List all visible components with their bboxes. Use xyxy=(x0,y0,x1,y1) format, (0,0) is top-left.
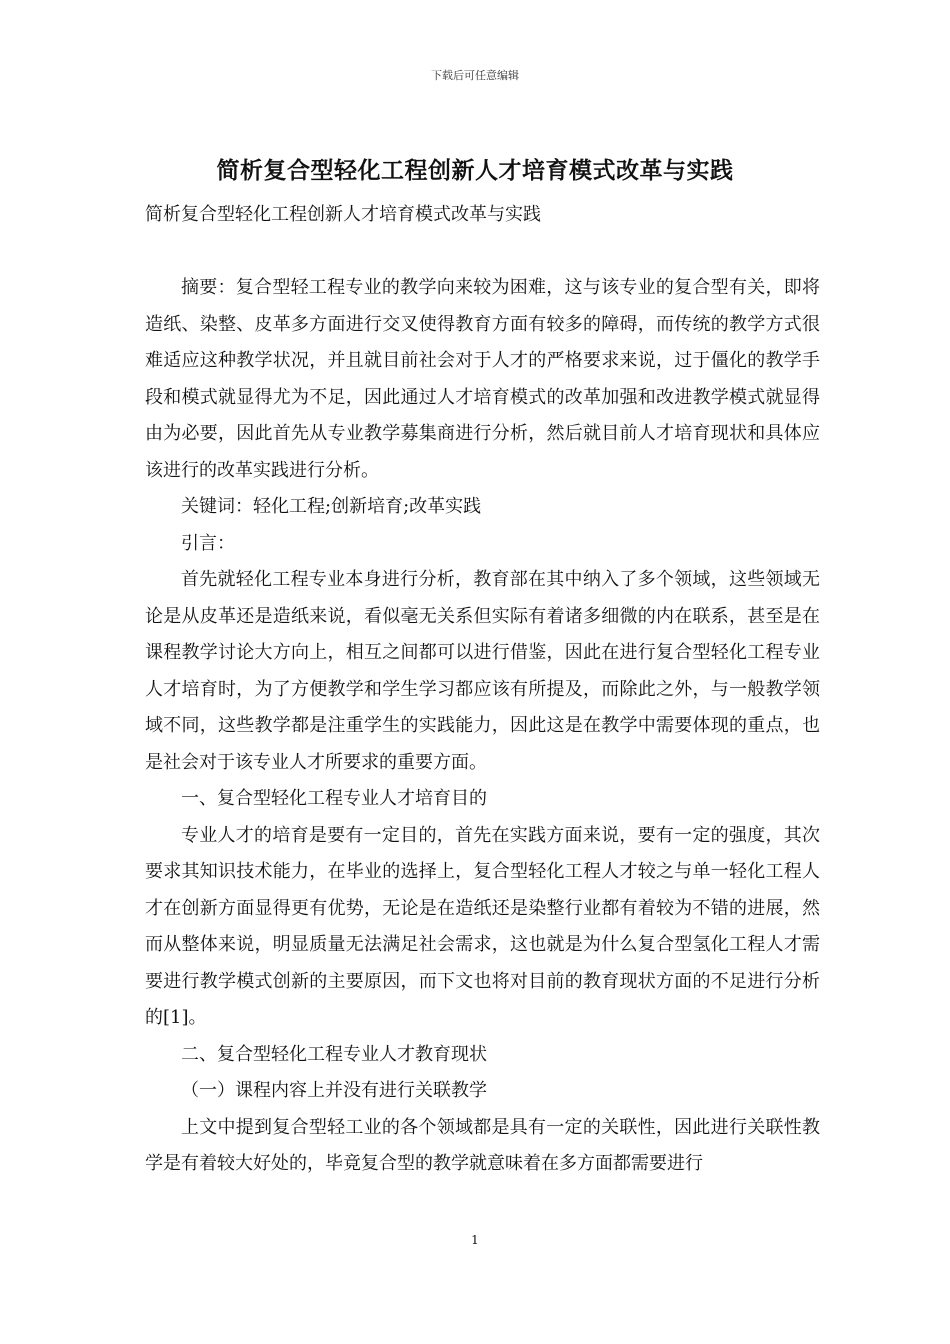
section-heading-2: 二、复合型轻化工程专业人才教育现状 xyxy=(181,1043,487,1065)
keywords-paragraph: 关键词：轻化工程;创新培育;改革实践 xyxy=(181,496,482,517)
header-note: 下载后可任意编辑 xyxy=(431,69,519,82)
intro-paragraph: 首先就轻化工程专业本身进行分析，教育部在其中纳入了多个领域，这些领域无论是从皮革还是造纸来说，看似毫无关系但实际有着诸多细微的内在联系，甚至是在课程教学讨论大方向上，相互之间都可以进行借鉴，因此在进行复合型轻化工程专业人才培育时，为了方便教学和学生学习都应该有所提及，而除此之外，与一般教学领域不同，这些教学都是注重学生的实践能力，因此这是在教学中需要体现的重点，也是社会对于该专业人才所要求的重要方面。 xyxy=(145,569,820,773)
subsection-heading-2-1: （一）课程内容上并没有进行关联教学 xyxy=(181,1080,487,1101)
abstract-paragraph: 摘要：复合型轻工程专业的教学向来较为困难，这与该专业的复合型有关，即将造纸、染整、皮革多方面进行交叉使得教育方面有较多的障碍，而传统的教学方式很难适应这种教学状况，并且就目前社会对于人才的严格要求来说，过于僵化的教学手段和模式就显得尤为不足，因此通过人才培育模式的改革加强和改进教学模式就显得由为必要，因此首先从专业教学募集商进行分析，然后就目前人才培育现状和具体应该进行的改革实践进行分析。 xyxy=(145,277,820,481)
subsection-2-1-paragraph: 上文中提到复合型轻工业的各个领域都是具有一定的关联性，因此进行关联性教学是有着较大好处的，毕竟复合型的教学就意味着在多方面都需要进行 xyxy=(145,1116,820,1174)
document-subtitle: 简析复合型轻化工程创新人才培育模式改革与实践 xyxy=(145,204,541,225)
intro-heading: 引言： xyxy=(181,532,235,554)
section-heading-1: 一、复合型轻化工程专业人才培育目的 xyxy=(181,788,487,809)
section-1-paragraph: 专业人才的培育是要有一定目的，首先在实践方面来说，要有一定的强度，其次要求其知识技术能力，在毕业的选择上，复合型轻化工程人才较之与单一轻化工程人才在创新方面显得更有优势，无论是在造纸还是染整行业都有着较为不错的进展，然而从整体来说，明显质量无法满足社会需求，这也就是为什么复合型氢化工程人才需要进行教学模式创新的主要原因，而下文也将对目前的教育现状方面的不足进行分析的[1]。 xyxy=(145,824,820,1028)
document-body xyxy=(145,270,820,1183)
document-title: 简析复合型轻化工程创新人才培育模式改革与实践 xyxy=(216,157,734,184)
page-number: 1 xyxy=(471,1233,479,1247)
